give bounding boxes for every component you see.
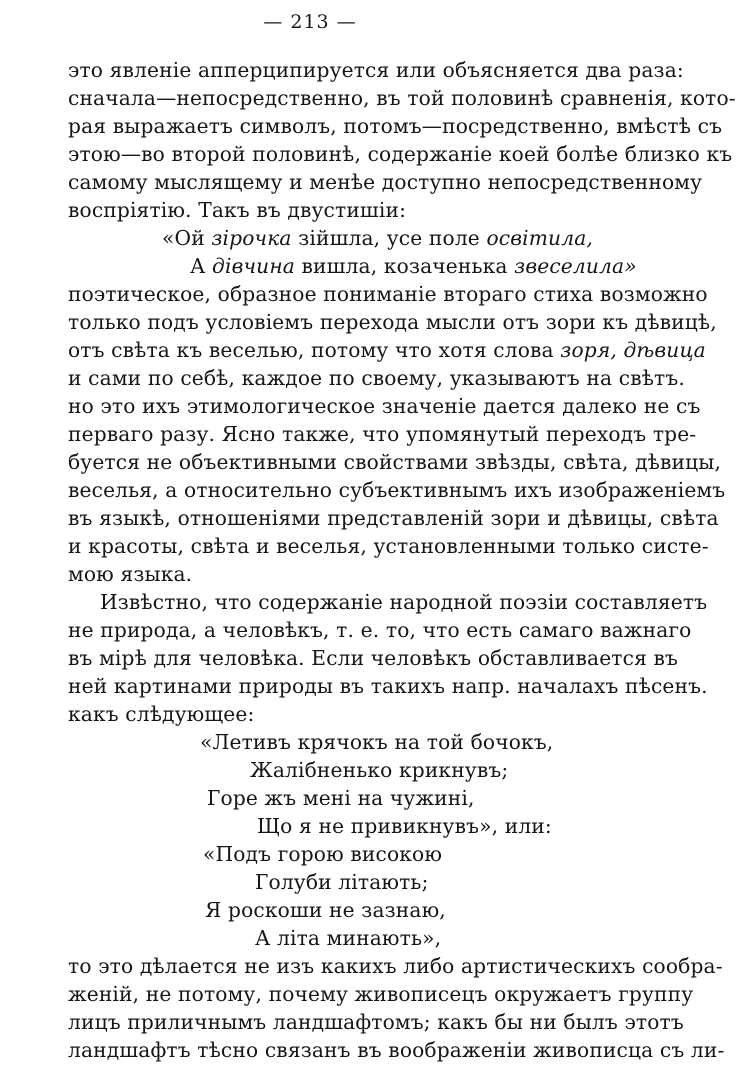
text-line: ней картинами природы въ такихъ напр. началахъ пѣсенъ. <box>68 674 708 698</box>
text-line: то это дѣлается не изъ какихъ либо артистическихъ сообра- <box>68 954 723 978</box>
song-line: Я роскоши не зазнаю, <box>205 898 446 922</box>
text-line: не природа, а человѣкъ, т. е. то, что есть самаго важнаго <box>68 618 692 642</box>
text-line: только подъ условіемъ перехода мысли отъ зори къ дѣвицѣ, <box>68 310 717 334</box>
couplet-text: А <box>190 254 213 278</box>
couplet-text: зійшла, усе поле <box>291 226 487 250</box>
italic-words: зоря, дѣвица <box>560 338 706 362</box>
couplet-italic: зірочка <box>211 226 292 250</box>
text-line: сначала—непосредственно, въ той половинѣ сравненія, кото- <box>68 86 736 110</box>
text-line: Извѣстно, что содержаніе народной поэзіи составляетъ <box>100 590 708 614</box>
text-line: это явленіе апперципируется или объясняется два раза: <box>68 58 684 82</box>
song-line: «Подъ горою високою <box>203 842 443 866</box>
couplet-text: «Ой <box>162 226 212 250</box>
song-line: Що я не привикнувъ», или: <box>257 814 552 838</box>
couplet-italic: дівчина <box>212 254 295 278</box>
text-line: женій, не потому, почему живописецъ окружаетъ группу <box>68 982 694 1006</box>
text-line: буется не объективными свойствами звѣзды, свѣта, дѣвицы, <box>68 450 722 474</box>
text-line: какъ слѣдующее: <box>68 702 255 726</box>
song-line: Голуби літають; <box>255 870 429 894</box>
song-line: Жалібненько крикнувъ; <box>250 758 509 782</box>
text-line: лицъ приличнымъ ландшафтомъ; какъ бы ни былъ этотъ <box>68 1010 684 1034</box>
text-line: веселья, а относительно субъективнымъ ихъ изображеніемъ <box>68 478 726 502</box>
text-span: отъ свѣта къ веселью, потому что хотя слова <box>68 338 561 362</box>
text-line: поэтическое, образное пониманіе втораго стиха возможно <box>68 282 708 306</box>
couplet-text: вишла, козаченька <box>294 254 515 278</box>
text-line: и сами по себѣ, каждое по своему, указываютъ на свѣтъ. <box>68 366 685 390</box>
text-line: рая выражаетъ символъ, потомъ—посредственно, вмѣстѣ съ <box>68 114 723 138</box>
page-number: — 213 — <box>263 11 357 33</box>
text-line <box>68 336 706 364</box>
text-line: перваго разу. Ясно также, что упомянутый переходъ тре- <box>68 422 697 446</box>
text-line: но это ихъ этимологическое значеніе дается далеко не съ <box>68 394 701 418</box>
couplet-italic: звеселила» <box>514 254 637 278</box>
text-line: и красоты, свѣта и веселья, установленными только систе- <box>68 534 709 558</box>
song-line: «Летивъ крячокъ на той бочокъ, <box>200 730 554 754</box>
text-line: мою языка. <box>68 562 193 586</box>
song-line: Горе жъ мені на чужині, <box>207 786 475 810</box>
text-line: ландшафтъ тѣсно связанъ въ воображеніи живописца съ ли- <box>68 1038 725 1062</box>
couplet-line-2 <box>190 252 637 280</box>
couplet-italic: освітила, <box>486 226 593 250</box>
text-line: самому мыслящему и менѣе доступно непосредственному <box>68 170 703 194</box>
couplet-line-1 <box>162 224 593 252</box>
text-line: въ языкѣ, отношеніями представленій зори и дѣвицы, свѣта <box>68 506 719 530</box>
text-line: этою—во второй половинѣ, содержаніе коей болѣе близко къ <box>68 142 733 166</box>
text-line: въ мірѣ для человѣка. Если человѣкъ обставливается въ <box>68 646 679 670</box>
song-line: А літа минають», <box>255 926 442 950</box>
text-line: воспріятію. Такъ въ двустишіи: <box>68 198 407 222</box>
